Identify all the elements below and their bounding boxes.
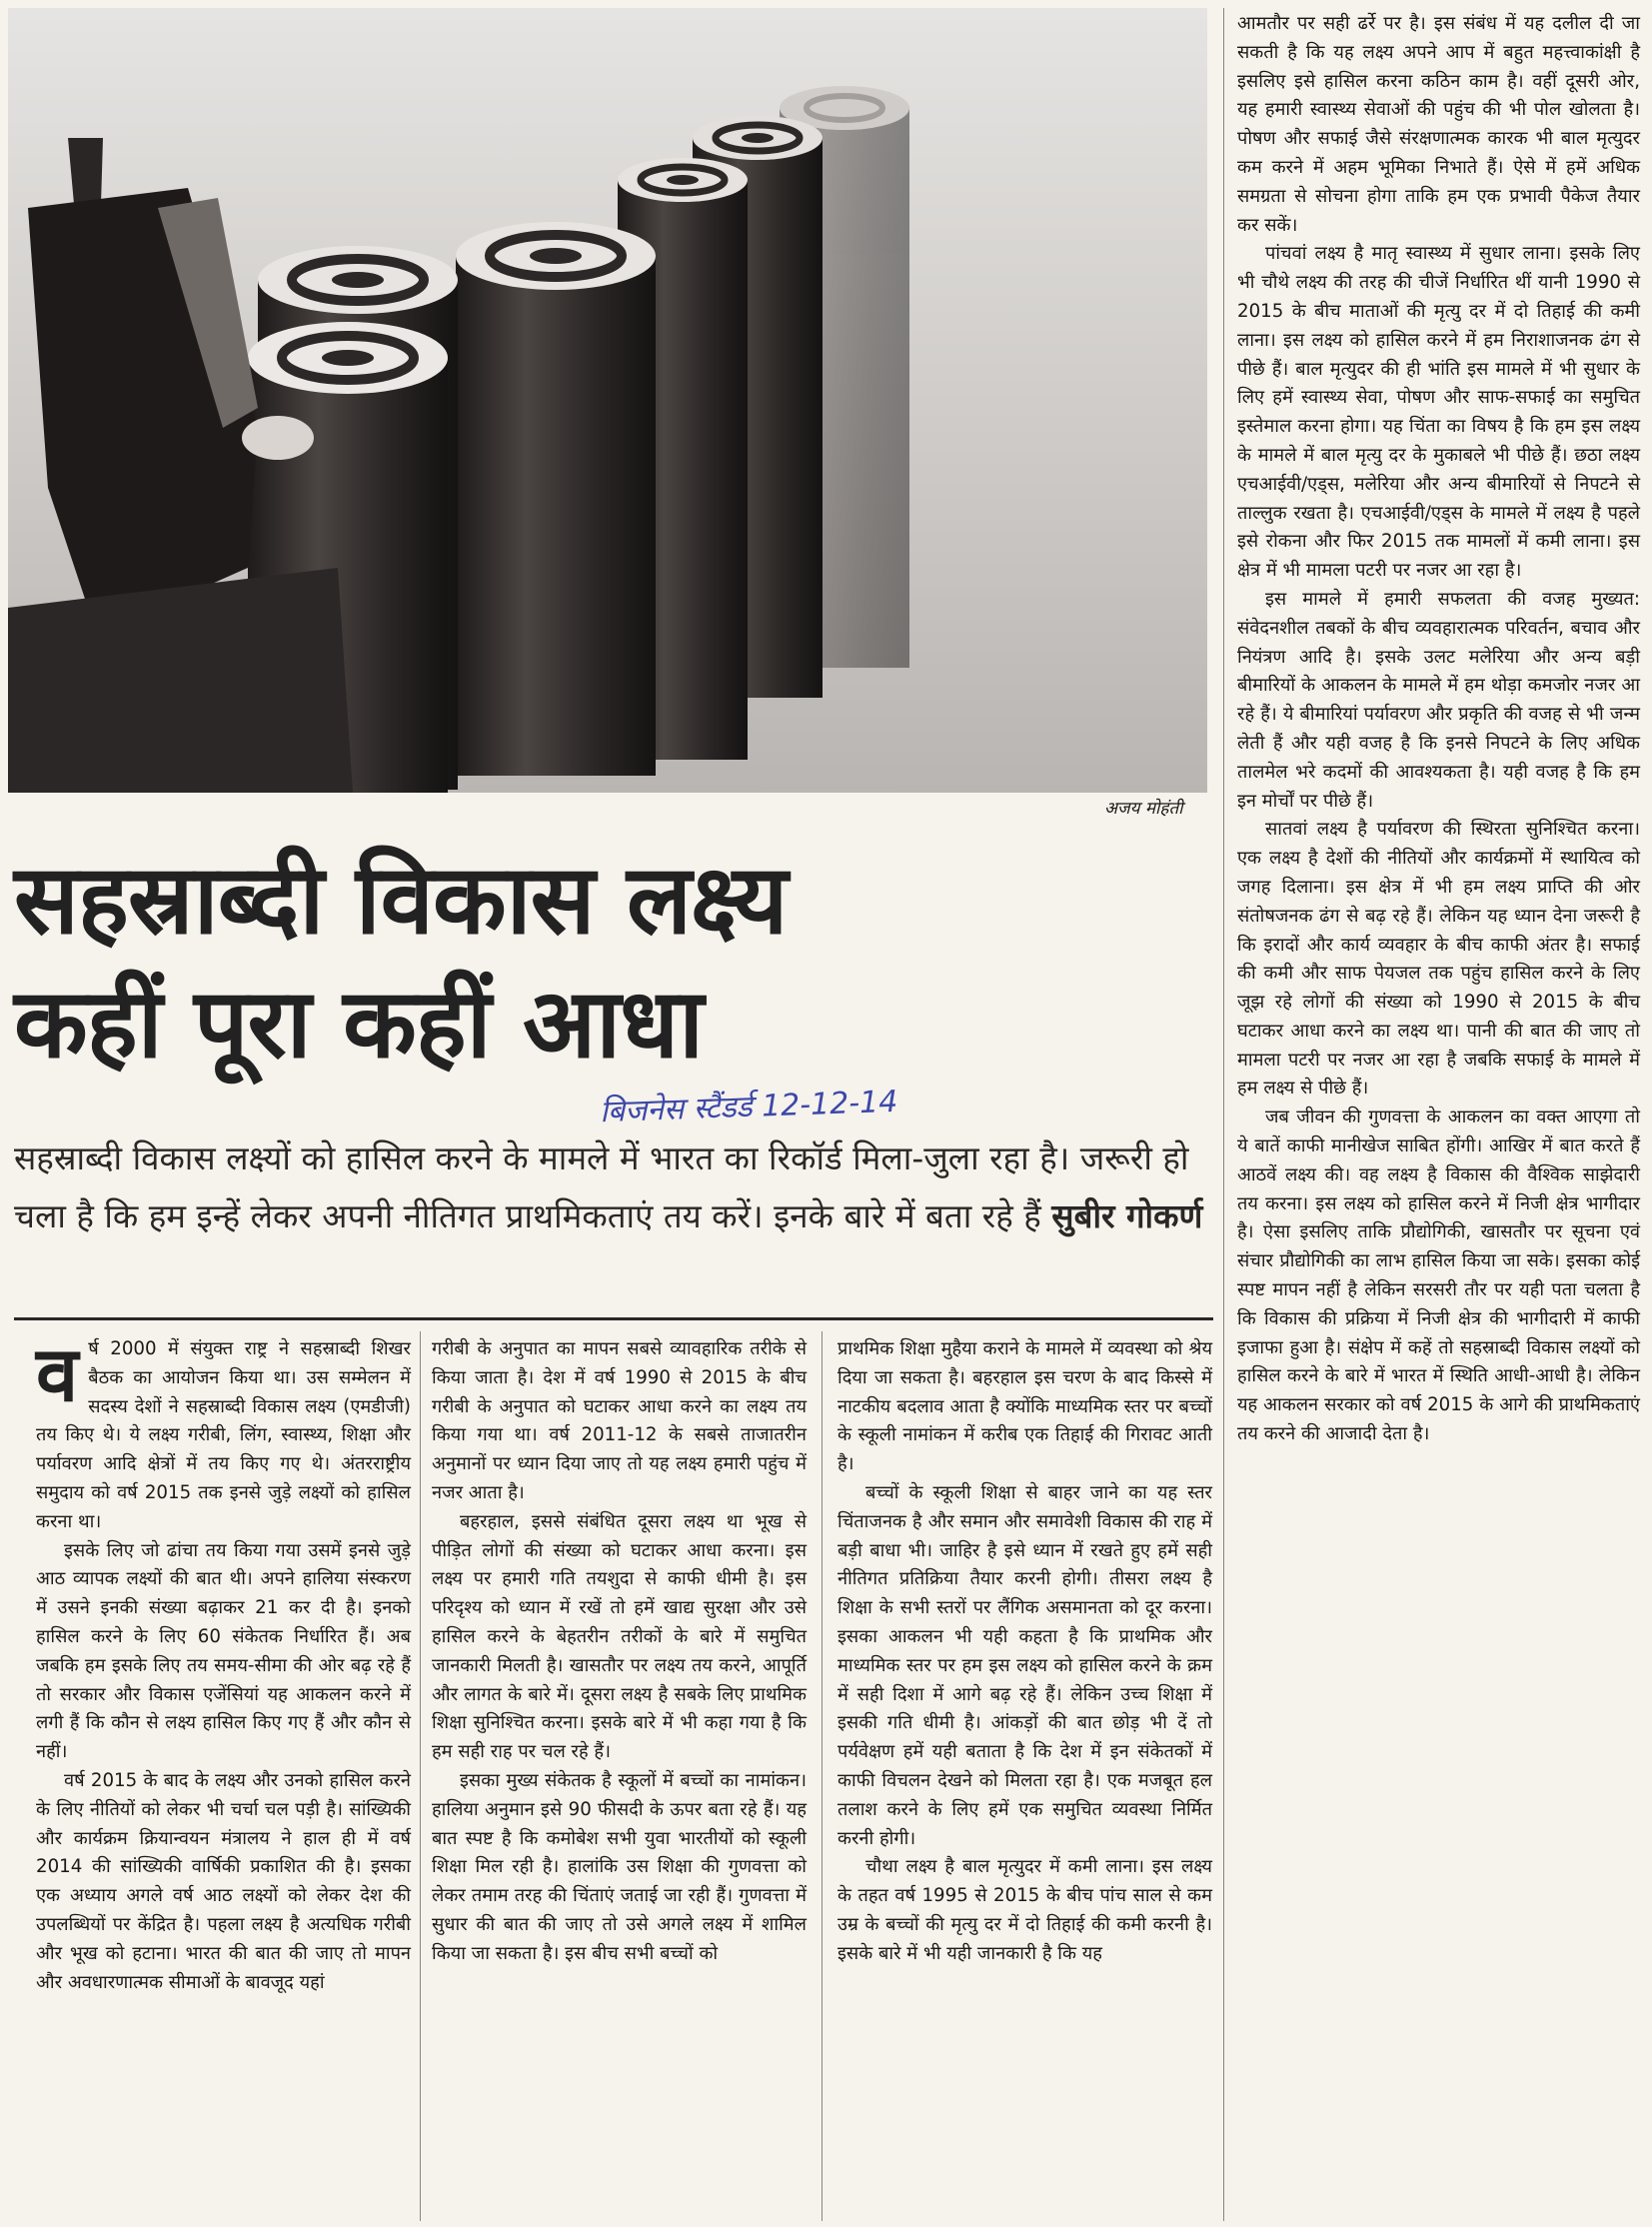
deck-divider — [14, 1317, 1213, 1320]
photo-credit: अजय मोहंती — [1104, 799, 1183, 819]
headline — [14, 838, 1203, 1086]
column-divider — [420, 1331, 421, 2221]
cylinders-illustration — [8, 8, 1207, 793]
column-divider — [822, 1331, 823, 2221]
deck — [14, 1129, 1208, 1245]
column-divider — [1223, 8, 1224, 2221]
article-paragraph: जब जीवन की गुणवत्ता के आकलन का वक्त आएगा तो ये बातें काफी मानीखेज साबित होंगी। आखिर में बात करते हैं आठवें लक्ष्य की। वह लक्ष्य है विकास की वैश्विक साझेदारी तय करना। इस लक्ष्य को हासिल करने में निजी क्षेत्र भागीदार है। ऐसा इसलिए ताकि प्रौद्योगिकी, खासतौर पर सूचना एवं संचार प्रौद्योगिकी का लाभ हासिल किया जा सके। इसका कोई स्पष्ट मापन नहीं है लेकिन सरसरी तौर पर यही पता चलता है कि विकास की प्रक्रिया में निजी क्षेत्र की भागीदारी में काफी इजाफा हुआ है। संक्षेप में कहें तो सहस्राब्दी विकास लक्ष्यों को हासिल करने के बारे में भारत में स्थिति आधी-आधी है। लेकिन यह आकलन सरकार को वर्ष 2015 के आगे की प्राथमिकताएं तय करने की आजादी देता है। — [1237, 1107, 1640, 1445]
article-paragraph: वर्ष 2000 में संयुक्त राष्ट्र ने सहस्राब्दी शिखर बैठक का आयोजन किया था। उस सम्मेलन में सदस्य देशों ने सहस्राब्दी विकास लक्ष्य (एमडीजी) तय किए थे। ये लक्ष्य गरीबी, लिंग, स्वास्थ्य, शिक्षा और पर्यावरण आदि क्षेत्रों में तय किए गए थे। अंतरराष्ट्रीय समुदाय को वर्ष 2015 तक इनसे जुड़े लक्ष्यों को हासिल करना था। — [36, 1329, 411, 1532]
article-column-1 — [36, 1329, 411, 1997]
article-column-2 — [432, 1335, 807, 1969]
illustration-targets-cylinders — [8, 8, 1207, 793]
deck-author: सुबीर गोकर्ण — [1051, 1196, 1203, 1235]
article-paragraph: आमतौर पर सही ढर्रे पर है। इस संबंध में यह दलील दी जा सकती है कि यह लक्ष्य अपने आप में बहुत महत्त्वाकांक्षी है इसलिए इसे हासिल करना कठिन काम है। वहीं दूसरी ओर, यह हमारी स्वास्थ्य सेवाओं की पहुंच की भी पोल खोलता है। पोषण और सफाई जैसे संरक्षणात्मक कारक भी बाल मृत्युदर कम करने में अहम भूमिका निभाते हैं। ऐसे में हमें अधिक समग्रता से सोचना होगा ताकि हम एक प्रभावी पैकेज तैयार कर सकें। — [1237, 13, 1640, 236]
article-paragraph: बहरहाल, इससे संबंधित दूसरा लक्ष्य था भूख से पीड़ित लोगों की संख्या को घटाकर आधा करना। इस लक्ष्य पर हमारी गति तयशुदा से काफी धीमी है। इस परिदृश्य को ध्यान में रखें तो हमें खाद्य सुरक्षा और उसे हासिल करने के बेहतरीन तरीकों के बारे में समुचित जानकारी मिलती है। खासतौर पर लक्ष्य तय करने, आपूर्ति और लागत के बारे में। दूसरा लक्ष्य है सबके लिए प्राथमिक शिक्षा सुनिश्चित करना। इसके बारे में भी कहा गया है कि हम सही राह पर चल रहे हैं। — [432, 1510, 807, 1763]
article-paragraph: इस मामले में हमारी सफलता की वजह मुख्यत: संवेदनशील तबकों के बीच व्यवहारात्मक परिवर्तन, बचाव और नियंत्रण आदि है। इसके उलट मलेरिया और अन्य बड़ी बीमारियों के आकलन के मामले में हम थोड़ा कमजोर नजर आ रहे हैं। ये बीमारियां पर्यावरण और प्रकृति की वजह से भी जन्म लेती हैं और यही वजह है कि इनसे निपटने के लिए अधिक तालमेल भरे कदमों की आवश्यकता है। यही वजह है कि हम इन मोर्चों पर पीछे हैं। — [1237, 588, 1640, 812]
article-paragraph: इसका मुख्य संकेतक है स्कूलों में बच्चों का नामांकन। हालिया अनुमान इसे 90 फीसदी के ऊपर बता रहे हैं। यह बात स्पष्ट है कि कमोबेश सभी युवा भारतीयों को स्कूली शिक्षा मिल रही है। हालांकि उस शिक्षा की गुणवत्ता को लेकर तमाम तरह की चिंताएं जताई जा रही हैं। गुणवत्ता में सुधार की बात की जाए तो उसे अगले लक्ष्य में शामिल किया जा सकता है। इस बीच सभी बच्चों को — [432, 1769, 807, 1964]
article-paragraph: इसके लिए जो ढांचा तय किया गया उसमें इनसे जुड़े आठ व्यापक लक्ष्यों की बात थी। अपने हालिया संस्करण में उसने इनकी संख्या बढ़ाकर 21 कर दी है। इनको हासिल करने के लिए 60 संकेतक निर्धारित हैं। अब जबकि हम इसके लिए तय समय-सीमा की ओर बढ़ रहे हैं तो सरकार और विकास एजेंसियां यह आकलन करने में लगी हैं कि कौन से लक्ष्य हासिल किए गए हैं और कौन से नहीं। — [36, 1539, 411, 1763]
dropcap: व — [36, 1329, 79, 1418]
article-paragraph: सातवां लक्ष्य है पर्यावरण की स्थिरता सुनिश्चित करना। एक लक्ष्य है देशों की नीतियों और कार्यक्रमों में स्थायित्व को जगह दिलाना। इस क्षेत्र में भी हम लक्ष्य प्राप्ति की ओर संतोषजनक ढंग से बढ़ रहे हैं। लेकिन यह ध्यान देना जरूरी है कि इरादों और कार्य व्यवहार के बीच काफी अंतर है। सफाई की कमी और साफ पेयजल तक पहुंच हासिल करने के लिए जूझ रहे लोगों की संख्या को 1990 से 2015 के बीच घटाकर आधा करने का लक्ष्य था। पानी की बात की जाए तो मामला पटरी पर नजर आ रहा है जबकि सफाई के मामले में हम लक्ष्य से पीछे हैं। — [1237, 819, 1640, 1100]
article-paragraph: पांचवां लक्ष्य है मातृ स्वास्थ्य में सुधार लाना। इसके लिए भी चौथे लक्ष्य की तरह की चीजें निर्धारित थीं यानी 1990 से 2015 के बीच माताओं की मृत्यु दर में दो तिहाई की कमी लाना। इस लक्ष्य को हासिल करने में हम निराशाजनक ढंग से पीछे हैं। बाल मृत्युदर की ही भांति इस मामले में भी सुधार के लिए हमें स्वास्थ्य सेवा, पोषण और साफ-सफाई का समुचित इस्तेमाल करना होगा। यह चिंता का विषय है कि हम इस लक्ष्य के मामले में बाल मृत्यु दर के मुकाबले भी पीछे हैं। छठा लक्ष्य एचआईवी/एड्स, मलेरिया और अन्य बीमारियों से निपटने से ताल्लुक रखता है। एचआईवी/एड्स के मामले में लक्ष्य है पहले इसे रोकना और फिर 2015 तक मामलों में कमी लाना। इस क्षेत्र में भी मामला पटरी पर नजर आ रहा है। — [1237, 243, 1640, 582]
deck-text: सहस्राब्दी विकास लक्ष्यों को हासिल करने के मामले में भारत का रिकॉर्ड मिला-जुला रहा है। जरूरी हो चला है कि हम इन्हें लेकर अपनी नीतिगत प्राथमिकताएं तय करें। इनके बारे में बता रहे हैं — [14, 1138, 1189, 1235]
article-paragraph: बच्चों के स्कूली शिक्षा से बाहर जाने का यह स्तर चिंताजनक है और समान और समावेशी विकास की राह में बड़ी बाधा भी। जाहिर है इसे ध्यान में रखते हुए हमें सही नीतिगत प्रतिक्रिया तैयार करनी होगी। तीसरा लक्ष्य है शिक्षा के सभी स्तरों पर लैंगिक असमानता को दूर करना। इसका आकलन भी यही कहता है कि प्राथमिक और माध्यमिक स्तर पर हम इस लक्ष्य को हासिल करने के क्रम में सही दिशा में आगे बढ़ रहे हैं। लेकिन उच्च शिक्षा में इसकी गति धीमी है। आंकड़ों की बात छोड़ भी दें तो पर्यवेक्षण हमें यही बताता है कि देश में इन संकेतकों में काफी विचलन देखने को मिलता रहा है। एक मजबूत हल तलाश करने के लिए हमें एक समुचित व्यवस्था निर्मित करनी होगी। — [837, 1481, 1212, 1849]
article-column-3 — [837, 1335, 1212, 1969]
article-paragraph: गरीबी के अनुपात का मापन सबसे व्यावहारिक तरीके से किया जाता है। देश में वर्ष 1990 से 2015 के बीच गरीबी के अनुपात को घटाकर आधा करने का लक्ष्य तय किया गया था। वर्ष 2011-12 के सबसे ताजातरीन अनुमानों पर ध्यान दिया जाए तो यह लक्ष्य हमारी पहुंच में नजर आता है। — [432, 1338, 807, 1503]
article-paragraph: वर्ष 2015 के बाद के लक्ष्य और उनको हासिल करने के लिए नीतियों को लेकर भी चर्चा चल पड़ी है। सांख्यिकी और कार्यक्रम क्रियान्वयन मंत्रालय ने हाल ही में वर्ष 2014 की सांख्यिकी वार्षिकी प्रकाशित की है। इसका एक अध्याय अगले वर्ष आठ लक्ष्यों को लेकर देश की उपलब्धियों पर केंद्रित है। पहला लक्ष्य है अत्यधिक गरीबी और भूख को हटाना। भारत की बात की जाए तो मापन और अवधारणात्मक सीमाओं के बावजूद यहां — [36, 1769, 411, 1993]
article-column-4 — [1237, 10, 1640, 1449]
article-paragraph: प्राथमिक शिक्षा मुहैया कराने के मामले में व्यवस्था को श्रेय दिया जा सकता है। बहरहाल इस चरण के बाद किस्से में नाटकीय बदलाव आता है क्योंकि माध्यमिक स्तर पर बच्चों के स्कूली नामांकन में करीब एक तिहाई की गिरावट आती है। — [837, 1338, 1212, 1475]
article-paragraph: चौथा लक्ष्य है बाल मृत्युदर में कमी लाना। इस लक्ष्य के तहत वर्ष 1995 से 2015 के बीच पांच साल से कम उम्र के बच्चों की मृत्यु दर में दो तिहाई की कमी करनी है। इसके बारे में भी यही जानकारी है कि यह — [837, 1856, 1212, 1964]
handwritten-date-note: बिजनेस स्टैंडर्ड 12-12-14 — [599, 1084, 898, 1130]
headline-line-2: कहीं पूरा कहीं आधा — [14, 968, 704, 1080]
headline-line-1: सहस्राब्दी विकास लक्ष्य — [14, 844, 788, 956]
